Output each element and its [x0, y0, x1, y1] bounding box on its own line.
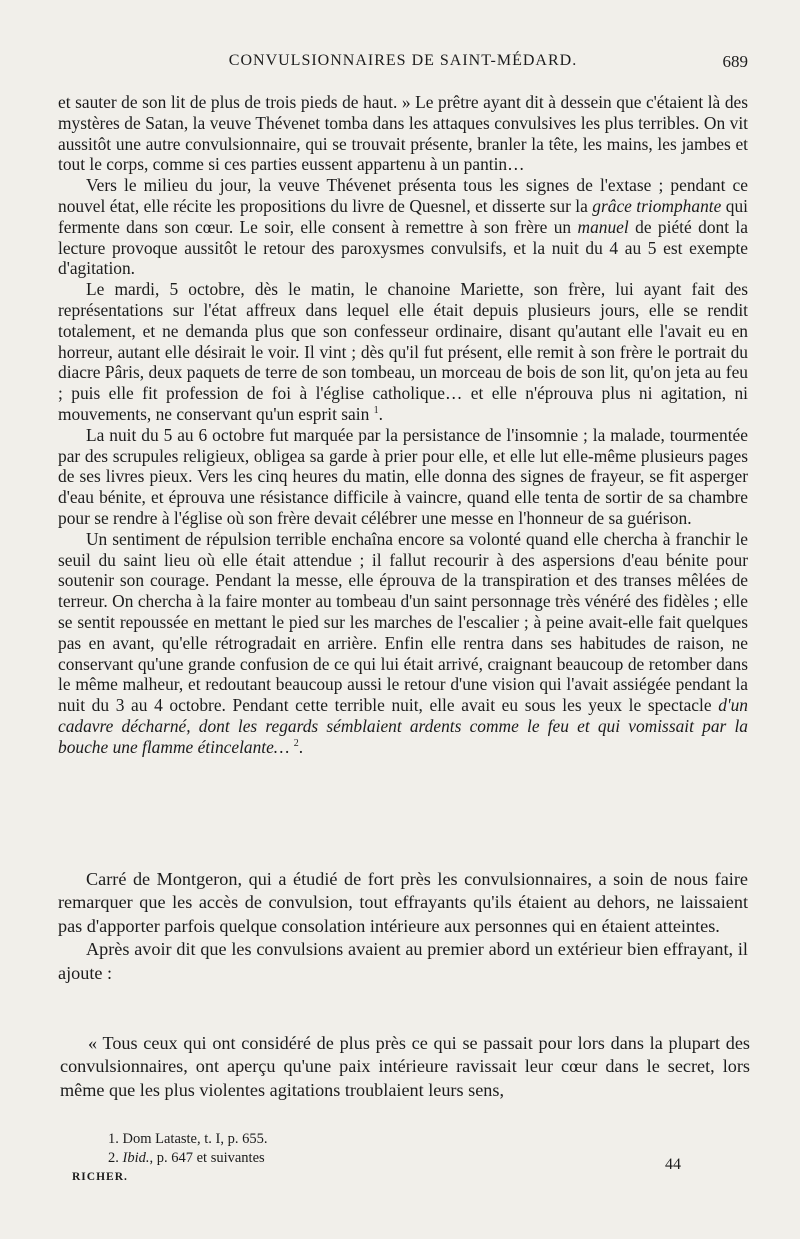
footnote-ref: 2 — [293, 737, 299, 749]
printer-signature: RICHER. — [72, 1171, 128, 1183]
footnotes — [108, 1130, 748, 1167]
text-run: . — [378, 403, 383, 424]
quotation-paragraph: « Tous ceux qui ont considéré de plus près ce qui se passait pour lors dans la plupart des convulsionnaires, ont aperçu qu'une paix intérieure ravissait leur cœur dans le secret, lors même que les plus violentes agitations troublaient leurs sens, — [60, 1033, 750, 1100]
text-run: Vers le milieu du jour, la veuve Thévenet présenta tous les signes de l'extase ; pendant ce nouvel état, elle récite les propositions du livre de Quesnel, et disserte sur la — [58, 175, 748, 216]
text-run: Un sentiment de répulsion terrible enchaîna encore sa volonté quand elle chercha à franchir le seuil du saint lieu où elle était attendue ; il fallut recourir à des aspersions d'eau bénite pour soutenir son courage. Pendant la messe, elle éprouva de la transpiration et des transes mêlées de terreur. On chercha à la faire monter au tombeau d'un saint personnage très vénéré des fidèles ; elle se sentit repoussée en mettant le pied sur les marches de l'escalier ; à peine avait-elle fait quelques pas en avant, qu'elle rétrogradait en arrière. Enfin elle rentra dans ses habitudes de raison, ne conservant qu'une grande confusion de ce qui lui était arrivé, craignant beaucoup de retomber dans le même malheur, et redoutant beaucoup aussi le retour d'une vision qui l'avait assiégée pendant la nuit du 3 au 4 octobre. Pendant cette terrible nuit, elle avait eu sous les yeux le spectacle — [58, 528, 748, 716]
text-run: de piété dont la lecture provoque aussitôt le retour des paroxysmes convulsifs, et la nuit du 4 au 5 est exempte d'agitation. — [58, 216, 748, 279]
footnote-number: 2. — [108, 1149, 119, 1166]
footnote-number: 1. — [108, 1131, 119, 1147]
paragraph: Carré de Montgeron, qui a étudié de fort près les convulsionnaires, a soin de nous faire remarquer que les accès de convulsion, tout effrayants qu'ils étaient au dehors, ne laissaient pas d'apporter parfois quelque consolation intérieure aux personnes qui en étaient atteintes. — [58, 869, 748, 936]
italic-text: d'un cadavre décharné, dont les regards sémblaient ardents comme le feu et qui vomissait par la bouche une flamme étincelante… — [58, 695, 748, 757]
paragraph: Après avoir dit que les convulsions avaient au premier abord un extérieur bien effrayant, il ajoute : — [58, 939, 748, 983]
paragraph — [58, 425, 748, 529]
footnote — [108, 1130, 748, 1149]
quotation — [60, 1032, 750, 1102]
text-run: , p. 647 et suivantes — [149, 1149, 265, 1166]
text-run: Dom Lataste, t. I, p. 655. — [118, 1131, 268, 1147]
text-run: et sauter de son lit de plus de trois pieds de haut. » Le prêtre ayant dit à dessein que c'étaient là des mystères de Satan, la veuve Thévenet tomba dans les attaques convulsives les plus terribles. On vit aussitôt une autre convulsionnaire, qui se trouvait présente, branler la tête, les mains, les jambes et tout le corps, comme si ces parties eussent appartenu à un pantin… — [58, 92, 748, 175]
italic-text: manuel — [577, 216, 629, 237]
running-title: CONVULSIONNAIRES DE SAINT-MÉDARD. — [228, 52, 578, 69]
italic-text: grâce triomphante — [592, 195, 722, 216]
paragraph — [58, 175, 748, 279]
text-run: qui fermente dans son cœur. Le soir, elle consent à remettre à son frère un — [58, 195, 748, 237]
sheet-number: 44 — [665, 1156, 681, 1173]
running-head — [58, 52, 748, 76]
commentary-block — [58, 868, 748, 985]
footnote — [108, 1149, 748, 1168]
paragraph — [58, 529, 748, 758]
footnote-ref: 1 — [373, 405, 379, 417]
italic-text: Ibid. — [122, 1149, 150, 1166]
text-run: Le mardi, 5 octobre, dès le matin, le chanoine Mariette, son frère, lui ayant fait des représentations sur l'état affreux dans lequel elle était depuis plusieurs jours, elle se rendit totalement, et ne demanda plus que son confesseur ordinaire, disant qu'autant elle l'avait eu en horreur, autant elle désirait le voir. Il vint ; dès qu'il fut présent, elle remit à son frère le portrait du diacre Pâris, deux paquets de terre de son tombeau, un morceau de bois de son lit, qu'on jeta au feu ; puis elle fit profession de foi à l'église catholique… et elle n'éprouva plus ni agitation, ni mouvements, ne conservant qu'un esprit sain — [58, 279, 748, 424]
paragraph — [58, 279, 748, 425]
paragraph — [58, 92, 748, 175]
text-run: . — [298, 736, 304, 757]
text-run: La nuit du 5 au 6 octobre fut marquée par la persistance de l'insomnie ; la malade, tourmentée par des scrupules religieux, obligea sa garde à prier pour elle, et elle lut elle-même plusieurs pages de ses livres pieux. Vers les cinq heures du matin, elle donna des signes de frayeur, se fit asperger d'eau bénite, et éprouva une résistance difficile à vaincre, quand elle tenta de sortir de sa chambre pour se rendre à l'église où son frère devait célébrer une messe en l'honneur de sa guérison. — [58, 424, 748, 528]
main-text-block — [58, 92, 748, 758]
page-number: 689 — [722, 52, 748, 71]
